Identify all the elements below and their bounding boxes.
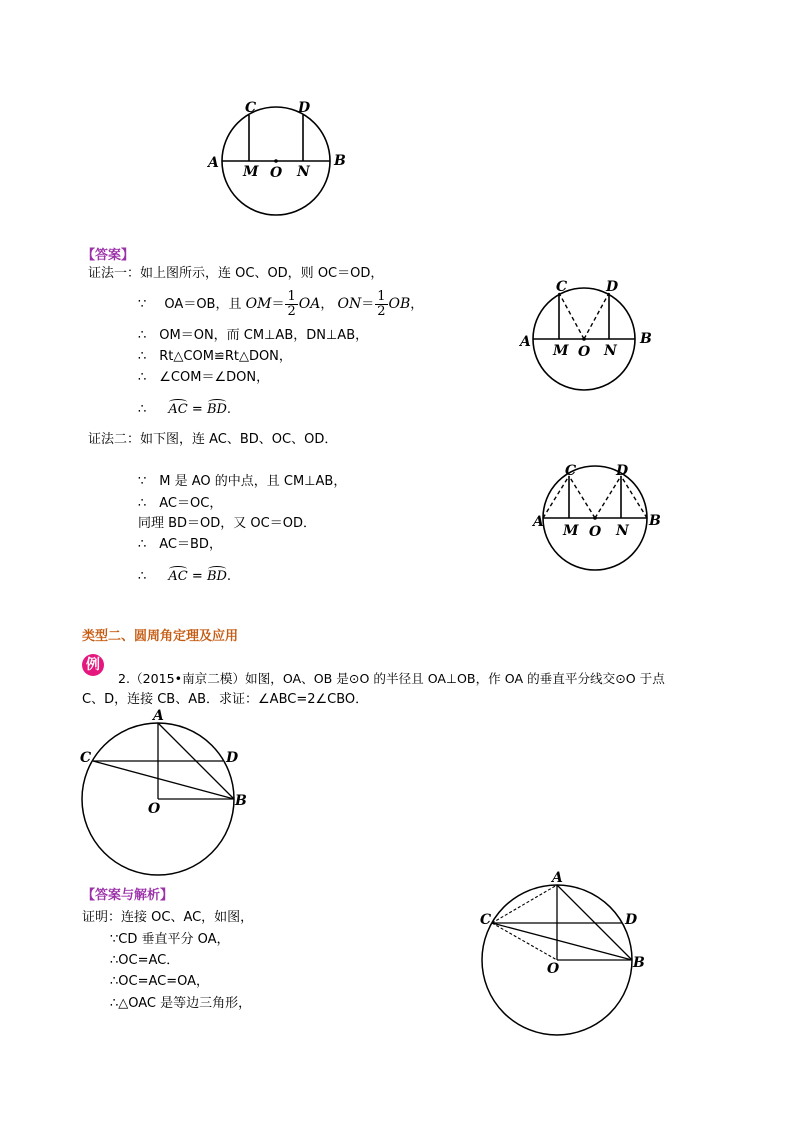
- label-d: D: [606, 279, 619, 295]
- label-c: C: [565, 463, 577, 479]
- label-b: B: [649, 513, 661, 529]
- label-b: B: [633, 955, 645, 971]
- proof2-line4: 同理 BD＝OD，又 OC＝OD．: [138, 516, 316, 531]
- proof2-line1: 证法二：如下图，连 AC、BD、OC、OD．: [88, 432, 338, 447]
- equals: ＝: [271, 297, 285, 312]
- problem-line1: 2.（2015•南京二模）如图，OA、OB 是⊙O 的半径且 OA⊥OB，作 OA 的垂直平分线交⊙O 于点: [118, 671, 665, 686]
- arc-ac: AC: [168, 569, 188, 584]
- figure-1: [200, 90, 370, 225]
- label-a: A: [520, 334, 531, 350]
- solution-line2: ∵CD 垂直平分 OA，: [110, 932, 230, 947]
- label-d: D: [616, 463, 629, 479]
- section-title: 类型二、圆周角定理及应用: [82, 629, 239, 644]
- arc-bd: BD: [206, 402, 227, 417]
- label-c: C: [480, 912, 492, 928]
- label-o: O: [270, 165, 283, 181]
- figure-5: [475, 868, 655, 1040]
- arc-bd: BD: [206, 569, 227, 584]
- answer-tag: 【答案】: [82, 248, 135, 263]
- label-a: A: [552, 870, 563, 886]
- comma: ，: [320, 297, 334, 312]
- label-m: M: [243, 164, 259, 180]
- proof1-line1: 证法一：如上图所示，连 OC、OD，则 OC＝OD，: [88, 266, 384, 281]
- equals: =: [187, 402, 207, 417]
- label-o: O: [589, 524, 602, 540]
- label-b: B: [640, 331, 652, 347]
- label-c: C: [245, 100, 257, 116]
- period: .: [226, 569, 232, 584]
- proof2-line5: ∴ AC＝BD，: [138, 537, 222, 552]
- label-o: O: [148, 801, 161, 817]
- proof1-line2: [138, 289, 423, 320]
- label-o: O: [547, 961, 560, 977]
- proof1-line3: ∴ OM＝ON，而 CM⊥AB，DN⊥AB，: [138, 328, 369, 343]
- label-d: D: [226, 750, 239, 766]
- proof2-line2: ∵ M 是 AO 的中点，且 CM⊥AB，: [138, 474, 347, 489]
- label-a: A: [153, 708, 164, 724]
- label-a: A: [208, 155, 219, 171]
- oa-term: OA: [298, 296, 321, 312]
- label-d: D: [625, 912, 638, 928]
- equals: ＝: [361, 297, 375, 312]
- solution-line4: ∴OC=AC=OA，: [110, 974, 210, 989]
- solution-line1: 证明：连接 OC、AC，如图，: [82, 910, 254, 925]
- label-d: D: [298, 100, 311, 116]
- period: .: [226, 402, 232, 417]
- proof1-line6: [138, 402, 231, 418]
- label-n: N: [616, 523, 629, 539]
- proof1-line4: ∴ Rt△COM≌Rt△DON，: [138, 349, 292, 364]
- label-n: N: [297, 164, 310, 180]
- half-fraction: $\frac{1}{2}$: [377, 289, 386, 319]
- analysis-tag: 【答案与解析】: [82, 888, 174, 903]
- on-term: ON: [337, 296, 362, 312]
- om-term: OM: [245, 296, 272, 312]
- therefore-symbol: ∴: [138, 402, 147, 417]
- label-b: B: [334, 153, 346, 169]
- figure-3: [525, 460, 670, 575]
- problem-line2: C、D，连接 CB、AB．求证：∠ABC=2∠CBO．: [82, 692, 369, 707]
- label-m: M: [563, 523, 579, 539]
- therefore-symbol: ∴: [138, 569, 147, 584]
- solution-line3: ∴OC=AC．: [110, 953, 180, 968]
- arc-ac: AC: [168, 402, 188, 417]
- proof2-line6: [138, 569, 231, 585]
- label-m: M: [553, 343, 569, 359]
- proof2-line3: ∴ AC＝OC，: [138, 496, 223, 511]
- because-symbol: ∵: [138, 297, 147, 312]
- half-fraction: $\frac{1}{2}$: [287, 289, 296, 319]
- solution-line5: ∴△OAC 是等边三角形，: [110, 996, 252, 1011]
- example-badge: 例: [82, 654, 104, 676]
- figure-2: [512, 275, 662, 395]
- label-a: A: [533, 514, 544, 530]
- label-c: C: [556, 279, 568, 295]
- comma: ，: [410, 297, 424, 312]
- equals: =: [187, 569, 207, 584]
- label-n: N: [604, 343, 617, 359]
- proof1-line2-text: OA＝OB，且: [164, 297, 242, 312]
- label-c: C: [80, 750, 92, 766]
- ob-term: OB: [388, 296, 411, 312]
- proof1-line5: ∴ ∠COM＝∠DON，: [138, 370, 270, 385]
- figure-4: [75, 705, 255, 880]
- label-b: B: [235, 793, 247, 809]
- label-o: O: [578, 344, 591, 360]
